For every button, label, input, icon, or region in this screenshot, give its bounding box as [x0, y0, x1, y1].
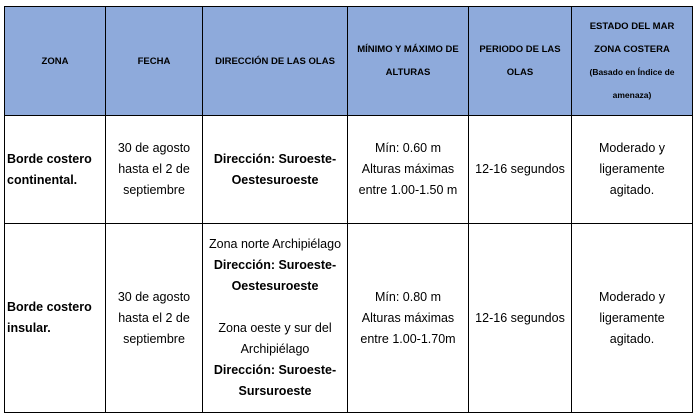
min-height: Mín: 0.80 m [375, 289, 441, 304]
zone-cell: Borde costero insular. [5, 224, 106, 413]
heights-cell [348, 116, 469, 224]
direction-cell: Dirección: Suroeste-Oestesuroeste [203, 116, 348, 224]
max-height: Alturas máximas entre 1.00-1.50 m [358, 162, 458, 197]
direction-cell [203, 224, 348, 413]
table-row [5, 116, 693, 224]
header-estado-title: ESTADO DEL MAR ZONA COSTERA [589, 21, 675, 55]
spacer [207, 297, 343, 318]
direction-zone-north: Zona norte Archipiélago [208, 237, 342, 251]
header-fecha: FECHA [106, 7, 203, 116]
date-cell: 30 de agosto hasta el 2 de septiembre [106, 224, 203, 413]
direction-west-south: Dirección: Suroeste-Sursuroeste [213, 363, 337, 398]
header-alturas: MÍNIMO Y MÁXIMO DE ALTURAS [348, 7, 469, 116]
table-row [5, 224, 693, 413]
zone-cell: Borde costero continental. [5, 116, 106, 224]
direction-zone-west-south: Zona oeste y sur del Archipiélago [218, 321, 332, 356]
header-row [5, 7, 693, 116]
header-direccion: DIRECCIÓN DE LAS OLAS [203, 7, 348, 116]
sea-state-cell: Moderado y ligeramente agitado. [572, 116, 693, 224]
period-cell: 12-16 segundos [469, 224, 572, 413]
header-estado [572, 7, 693, 116]
header-zona: ZONA [5, 7, 106, 116]
sea-state-cell: Moderado y ligeramente agitado. [572, 224, 693, 413]
wave-forecast-table [4, 6, 693, 413]
header-periodo: PERIODO DE LAS OLAS [469, 7, 572, 116]
direction-north: Dirección: Suroeste-Oestesuroeste [213, 258, 337, 293]
max-height: Alturas máximas entre 1.00-1.70m [360, 310, 456, 346]
min-height: Mín: 0.60 m [375, 141, 441, 155]
heights-cell [348, 224, 469, 413]
date-cell: 30 de agosto hasta el 2 de septiembre [106, 116, 203, 224]
period-cell: 12-16 segundos [469, 116, 572, 224]
header-estado-subtitle: (Basado en Índice de amenaza) [589, 67, 675, 100]
